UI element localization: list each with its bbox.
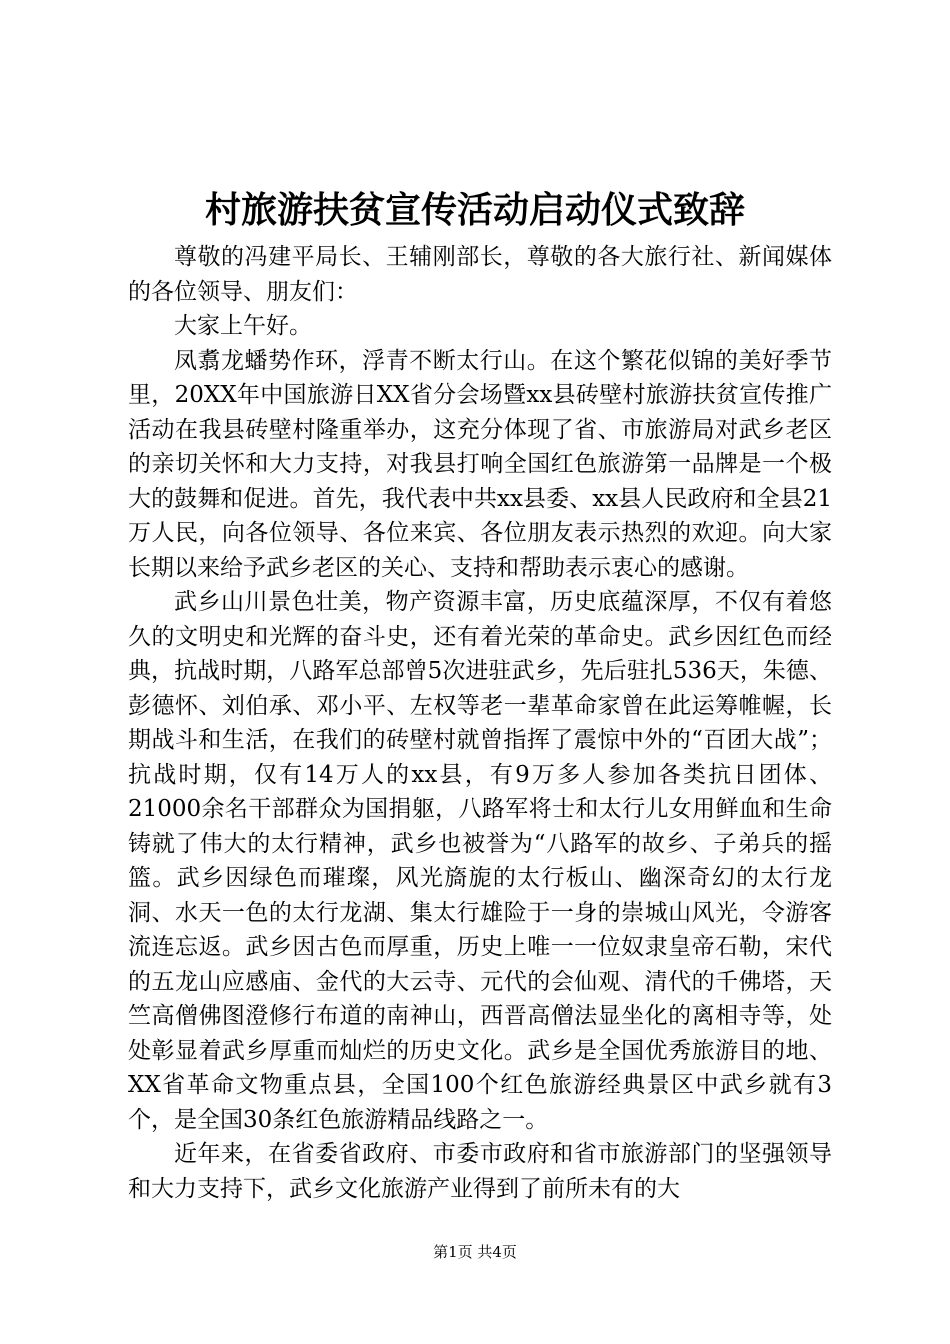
page-footer: 第1页 共4页 [433,1243,517,1261]
paragraph-recent-years: 近年来，在省委省政府、市委市政府和省市旅游部门的坚强领导和大力支持下，武乡文化旅游产业得到了前所未有的大 [128,1141,832,1202]
paragraph-greeting: 大家上午好。 [174,313,312,339]
paragraph-salutation: 尊敬的冯建平局长、王辅刚部长，尊敬的各大旅行社、新闻媒体的各位领导、朋友们： [128,244,832,305]
paragraph-history: 武乡山川景色壮美，物产资源丰富，历史底蕴深厚，不仅有着悠久的文明史和光辉的奋斗史，还有着光荣的革命史。武乡因红色而经典，抗战时期，八路军总部曾5次进驻武乡，先后驻扎536天，朱德、彭德怀、刘伯承、邓小平、左权等老一辈革命家曾在此运筹帷幄，长期战斗和生活，在我们的砖壁村就曾指挥了震惊中外的“百团大战”；抗战时期，仅有14万人的xx县，有9万多人参加各类抗日团体、21000余名干部群众为国捐躯，八路军将士和太行儿女用鲜血和生命铸就了伟大的太行精神，武乡也被誉为“八路军的故乡、子弟兵的摇篮。武乡因绿色而璀璨，风光旖旎的太行板山、幽深奇幻的太行龙洞、水天一色的太行龙湖、集太行雄险于一身的崇城山风光，令游客流连忘返。武乡因古色而厚重，历史上唯一一位奴隶皇帝石勒，宋代的五龙山应感庙、金代的大云寺、元代的会仙观、清代的千佛塔，天竺高僧佛图澄修行布道的南神山，西晋高僧法显坐化的离相寺等，处处彰显着武乡厚重而灿烂的历史文化。武乡是全国优秀旅游目的地、XX省革命文物重点县，全国100个红色旅游经典景区中武乡就有3个，是全国30条红色旅游精品线路之一。 [128,589,832,1133]
page-title: 村旅游扶贫宣传活动启动仪式致辞 [204,189,745,231]
paragraph-welcome: 凤翥龙蟠势作环，浮青不断太行山。在这个繁花似锦的美好季节里，20XX年中国旅游日XX省分会场暨xx县砖壁村旅游扶贫宣传推广活动在我县砖壁村隆重举办，这充分体现了省、市旅游局对武乡老区的亲切关怀和大力支持，对我县打响全国红色旅游第一品牌是一个极大的鼓舞和促进。首先，我代表中共xx县委、xx县人民政府和全县21万人民，向各位领导、各位来宾、各位朋友表示热烈的欢迎。向大家长期以来给予武乡老区的关心、支持和帮助表示衷心的感谢。 [128,347,832,581]
document-body [128,240,832,1206]
